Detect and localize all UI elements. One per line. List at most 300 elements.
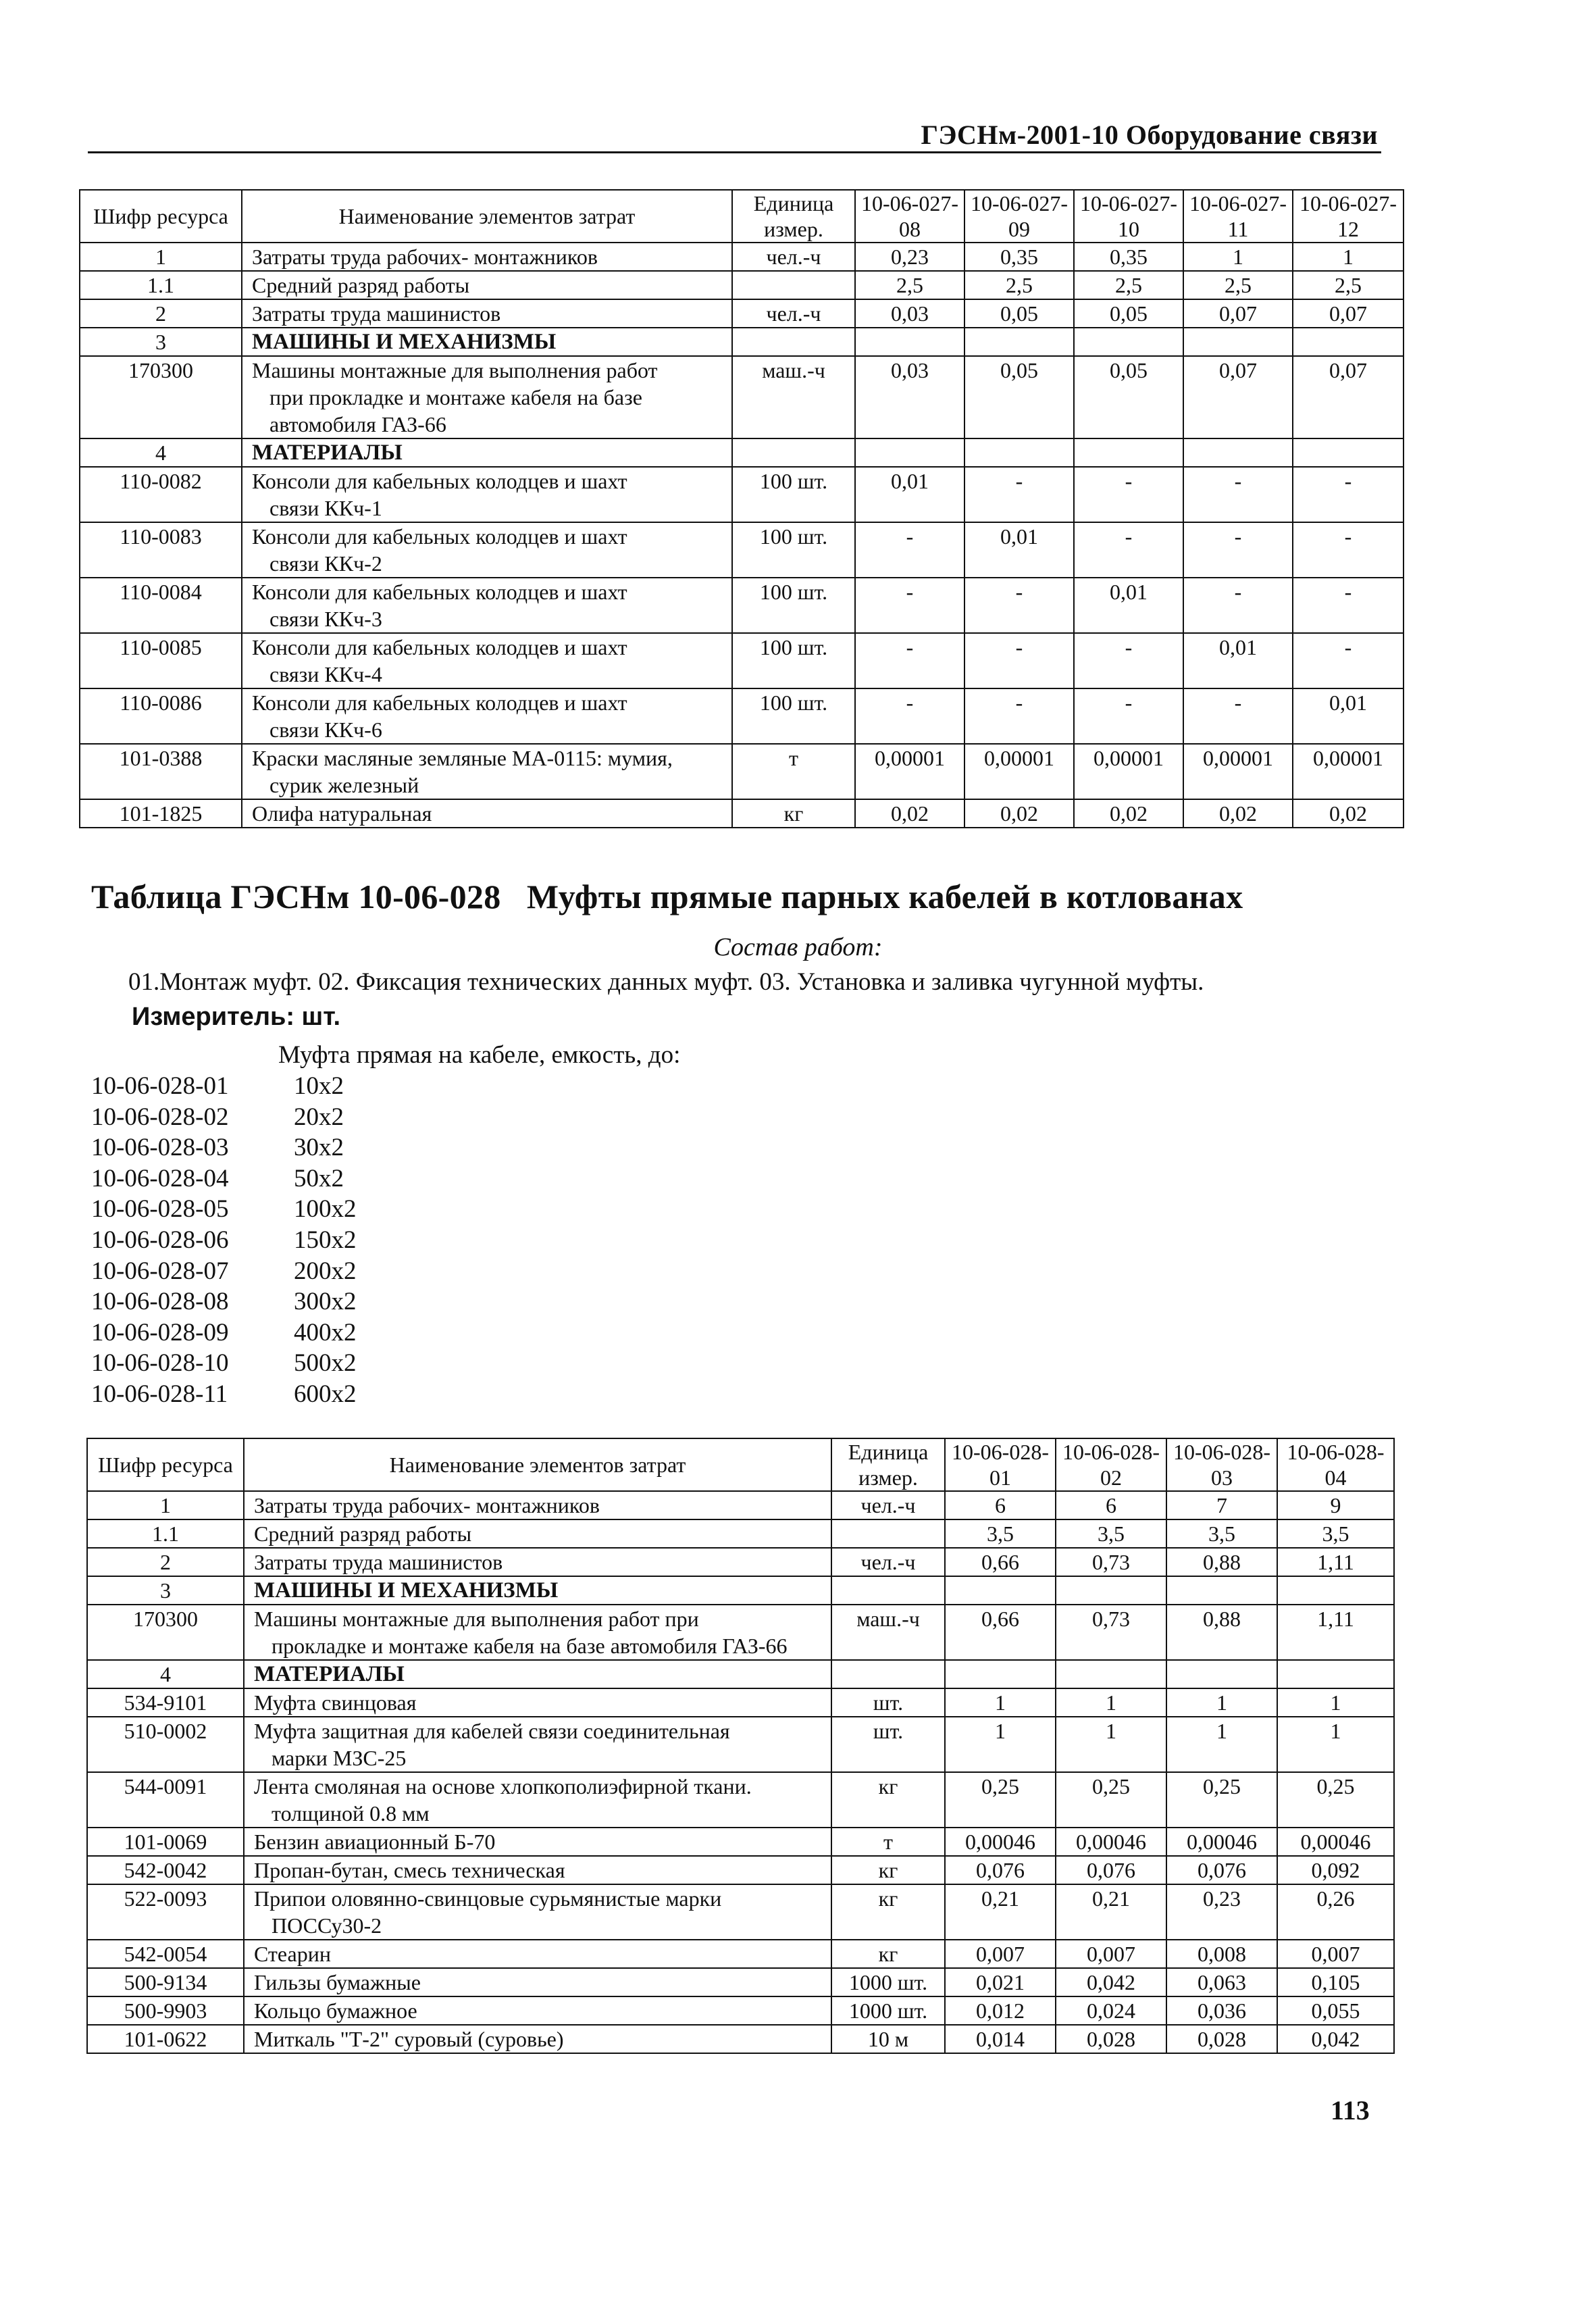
norm-value xyxy=(1183,328,1293,356)
norm-value: 0,07 xyxy=(1183,356,1293,438)
norm-value: 6 xyxy=(1056,1491,1166,1519)
resource-code: 522-0093 xyxy=(87,1884,244,1940)
norm-value: 0,03 xyxy=(855,299,964,328)
resource-unit xyxy=(732,328,855,356)
resource-name xyxy=(244,1660,831,1688)
variant-capacity: 300х2 xyxy=(294,1288,357,1316)
norm-value: - xyxy=(855,633,964,688)
norm-value xyxy=(964,438,1074,467)
variant-code: 10-06-028-05 xyxy=(91,1195,229,1224)
resource-name-text: Средний разряд работы xyxy=(254,1521,472,1546)
table-row xyxy=(87,1772,1394,1828)
norm-value: 3,5 xyxy=(1166,1519,1277,1548)
resource-name xyxy=(244,1605,831,1660)
resource-unit xyxy=(831,1576,945,1605)
resource-name-text: Машины монтажные для выполнения работ при xyxy=(254,1607,699,1631)
norm-value: 0,21 xyxy=(1056,1884,1166,1940)
norm-value: - xyxy=(1074,522,1183,578)
resource-name xyxy=(242,356,732,438)
norm-value: 3,5 xyxy=(1056,1519,1166,1548)
resource-name-text: Миткаль "Т-2" суровый (суровье) xyxy=(254,2027,564,2051)
norm-value: - xyxy=(964,633,1074,688)
norm-value: 0,021 xyxy=(945,1968,1056,1996)
resource-name-text: Консоли для кабельных колодцев и шахт xyxy=(252,580,627,604)
resource-name xyxy=(244,2025,831,2053)
variant-capacity: 20х2 xyxy=(294,1103,344,1131)
table-row xyxy=(80,688,1404,744)
norm-value xyxy=(1293,438,1404,467)
norm-value: 0,25 xyxy=(1277,1772,1394,1828)
norm-value: 0,00001 xyxy=(964,744,1074,799)
norm-value: 1 xyxy=(1056,1717,1166,1772)
norm-value: 0,007 xyxy=(1277,1940,1394,1968)
resource-unit: маш.-ч xyxy=(831,1605,945,1660)
norm-value: 9 xyxy=(1277,1491,1394,1519)
resource-code: 101-0069 xyxy=(87,1828,244,1856)
norm-value: 0,055 xyxy=(1277,1996,1394,2025)
resource-code: 1 xyxy=(80,243,242,271)
resource-name-text: Машины монтажные для выполнения работ xyxy=(252,358,658,382)
col-header-unit: Единица измер. xyxy=(732,190,855,243)
norm-value: - xyxy=(1074,688,1183,744)
col-header-unit: Единица измер. xyxy=(831,1438,945,1491)
table-row xyxy=(80,438,1404,467)
resource-code: 1.1 xyxy=(80,271,242,299)
norm-value xyxy=(1056,1660,1166,1688)
resource-unit: шт. xyxy=(831,1717,945,1772)
resource-name xyxy=(242,328,732,356)
norm-value: 2,5 xyxy=(1183,271,1293,299)
norm-value: 0,07 xyxy=(1293,356,1404,438)
resource-name-text: Средний разряд работы xyxy=(252,273,470,297)
norm-value: - xyxy=(855,688,964,744)
col-header-name: Наименование элементов затрат xyxy=(244,1438,831,1491)
resource-code: 110-0082 xyxy=(80,467,242,522)
norm-value: 0,05 xyxy=(964,299,1074,328)
norm-value: - xyxy=(964,467,1074,522)
norm-value: - xyxy=(1293,522,1404,578)
work-composition-label: Состав работ: xyxy=(713,933,883,961)
variant-capacity: 150х2 xyxy=(294,1226,357,1254)
resource-name-text: Пропан-бутан, смесь техническая xyxy=(254,1858,565,1882)
norm-value: 0,00001 xyxy=(1183,744,1293,799)
col-header-norm-code: 10-06-028-03 xyxy=(1166,1438,1277,1491)
resource-unit: 100 шт. xyxy=(732,578,855,633)
norm-value: 0,01 xyxy=(1293,688,1404,744)
resource-name-continuation: толщиной 0.8 мм xyxy=(272,1801,430,1826)
resource-name xyxy=(244,1772,831,1828)
norm-value: 1 xyxy=(945,1717,1056,1772)
norm-value xyxy=(1074,328,1183,356)
resource-code: 110-0084 xyxy=(80,578,242,633)
norm-value: 0,076 xyxy=(1166,1856,1277,1884)
resource-code: 2 xyxy=(80,299,242,328)
col-header-norm-code: 10-06-027-11 xyxy=(1183,190,1293,243)
table-row xyxy=(80,799,1404,828)
norm-value: 0,01 xyxy=(1074,578,1183,633)
resource-unit xyxy=(831,1660,945,1688)
norm-value: 0,73 xyxy=(1056,1548,1166,1576)
norm-value: 0,25 xyxy=(1056,1772,1166,1828)
norm-value: - xyxy=(1183,467,1293,522)
norm-value xyxy=(1183,438,1293,467)
norm-value: 0,07 xyxy=(1293,299,1404,328)
norm-value: - xyxy=(1183,578,1293,633)
resource-table-028 xyxy=(86,1438,1395,2054)
resource-name xyxy=(242,243,732,271)
norm-value: 0,35 xyxy=(964,243,1074,271)
resource-code: 542-0054 xyxy=(87,1940,244,1968)
resource-name-text: МАТЕРИАЛЫ xyxy=(254,1662,405,1686)
resource-name-text: Припои оловянно-свинцовые сурьмянистые марки xyxy=(254,1886,722,1911)
resource-name-continuation: связи ККч-4 xyxy=(269,662,382,686)
resource-code: 3 xyxy=(80,328,242,356)
table-row xyxy=(80,744,1404,799)
resource-name xyxy=(242,522,732,578)
table-row xyxy=(87,1968,1394,1996)
resource-unit: кг xyxy=(831,1940,945,1968)
norm-value: 0,21 xyxy=(945,1884,1056,1940)
resource-code: 110-0086 xyxy=(80,688,242,744)
resource-name-text: Лента смоляная на основе хлопкополиэфирной ткани. xyxy=(254,1774,752,1799)
norm-value: 0,00046 xyxy=(1166,1828,1277,1856)
resource-code: 2 xyxy=(87,1548,244,1576)
resource-code: 542-0042 xyxy=(87,1856,244,1884)
norm-value: 1 xyxy=(1183,243,1293,271)
resource-unit: шт. xyxy=(831,1688,945,1717)
table-row xyxy=(87,1996,1394,2025)
norm-value: 0,008 xyxy=(1166,1940,1277,1968)
resource-name-text: МАШИНЫ И МЕХАНИЗМЫ xyxy=(254,1578,559,1603)
resource-unit: кг xyxy=(831,1884,945,1940)
resource-unit xyxy=(732,271,855,299)
page-number: 113 xyxy=(1331,2095,1370,2126)
norm-value: 0,00046 xyxy=(945,1828,1056,1856)
norm-value: 0,02 xyxy=(964,799,1074,828)
norm-value: - xyxy=(964,578,1074,633)
resource-unit: кг xyxy=(831,1772,945,1828)
resource-code: 110-0085 xyxy=(80,633,242,688)
resource-code: 1 xyxy=(87,1491,244,1519)
table-row xyxy=(87,1491,1394,1519)
norm-value: 3,5 xyxy=(1277,1519,1394,1548)
col-header-norm-code: 10-06-028-04 xyxy=(1277,1438,1394,1491)
table-row xyxy=(80,243,1404,271)
variants-caption: Муфта прямая на кабеле, емкость, до: xyxy=(278,1041,681,1069)
resource-name-text: Затраты труда рабочих- монтажников xyxy=(252,245,598,269)
table-row xyxy=(80,633,1404,688)
table-row xyxy=(87,1605,1394,1660)
resource-name xyxy=(244,1491,831,1519)
norm-value: 0,02 xyxy=(855,799,964,828)
resource-code: 500-9903 xyxy=(87,1996,244,2025)
resource-name xyxy=(242,688,732,744)
col-header-norm-code: 10-06-027-08 xyxy=(855,190,964,243)
norm-value xyxy=(1293,328,1404,356)
norm-value: 0,26 xyxy=(1277,1884,1394,1940)
norm-value: 0,00001 xyxy=(1074,744,1183,799)
norm-value xyxy=(855,328,964,356)
variant-capacity: 30х2 xyxy=(294,1134,344,1162)
resource-unit: 1000 шт. xyxy=(831,1996,945,2025)
variant-code: 10-06-028-11 xyxy=(91,1380,228,1408)
resource-name-text: Консоли для кабельных колодцев и шахт xyxy=(252,635,627,659)
resource-unit: 100 шт. xyxy=(732,633,855,688)
norm-value: 1,11 xyxy=(1277,1548,1394,1576)
norm-value: 1 xyxy=(1056,1688,1166,1717)
table-row xyxy=(87,1940,1394,1968)
table-header-row xyxy=(80,190,1404,243)
resource-unit: кг xyxy=(831,1856,945,1884)
resource-name xyxy=(244,1884,831,1940)
resource-name-text: МАТЕРИАЛЫ xyxy=(252,441,403,465)
running-header-title: ГЭСНм-2001-10 Оборудование связи xyxy=(921,120,1378,150)
norm-value: 0,23 xyxy=(1166,1884,1277,1940)
norm-value: - xyxy=(1293,578,1404,633)
norm-value: 1 xyxy=(1277,1688,1394,1717)
variant-code: 10-06-028-07 xyxy=(91,1257,229,1285)
resource-name-continuation: связи ККч-2 xyxy=(269,551,382,576)
resource-unit: т xyxy=(831,1828,945,1856)
resource-code: 101-1825 xyxy=(80,799,242,828)
norm-value: 2,5 xyxy=(1074,271,1183,299)
resource-name-text: Затраты труда рабочих- монтажников xyxy=(254,1493,600,1517)
norm-value: 6 xyxy=(945,1491,1056,1519)
norm-value: 0,01 xyxy=(1183,633,1293,688)
resource-name-text: Затраты труда машинистов xyxy=(252,301,501,326)
resource-name xyxy=(244,1576,831,1605)
norm-value: 0,00001 xyxy=(855,744,964,799)
resource-name xyxy=(244,1828,831,1856)
col-header-norm-code: 10-06-028-02 xyxy=(1056,1438,1166,1491)
col-header-norm-code: 10-06-027-12 xyxy=(1293,190,1404,243)
table-row xyxy=(80,522,1404,578)
norm-value xyxy=(1056,1576,1166,1605)
resource-code: 101-0388 xyxy=(80,744,242,799)
norm-value: 0,05 xyxy=(964,356,1074,438)
norm-value: 0,028 xyxy=(1166,2025,1277,2053)
norm-value: 0,01 xyxy=(855,467,964,522)
resource-name-text: Бензин авиационный Б-70 xyxy=(254,1830,496,1854)
variant-capacity: 200х2 xyxy=(294,1257,357,1285)
resource-name xyxy=(244,1940,831,1968)
norm-value: 0,105 xyxy=(1277,1968,1394,1996)
norm-value: 0,014 xyxy=(945,2025,1056,2053)
resource-unit xyxy=(732,438,855,467)
norm-value: 0,063 xyxy=(1166,1968,1277,1996)
resource-name-text: Затраты труда машинистов xyxy=(254,1550,503,1574)
resource-name-continuation: при прокладке и монтаже кабеля на базе автомобиля ГАЗ-66 xyxy=(269,385,642,436)
norm-value: 3,5 xyxy=(945,1519,1056,1548)
resource-unit: маш.-ч xyxy=(732,356,855,438)
resource-name xyxy=(244,1856,831,1884)
table-row xyxy=(87,1828,1394,1856)
norm-value xyxy=(1166,1660,1277,1688)
resource-unit: 1000 шт. xyxy=(831,1968,945,1996)
variant-code: 10-06-028-04 xyxy=(91,1164,229,1192)
variant-code: 10-06-028-01 xyxy=(91,1072,229,1100)
resource-table-027 xyxy=(79,189,1404,828)
resource-name-text: Консоли для кабельных колодцев и шахт xyxy=(252,469,627,493)
measure-unit: Измеритель: шт. xyxy=(132,1003,341,1031)
norm-value: 0,25 xyxy=(1166,1772,1277,1828)
resource-unit: 100 шт. xyxy=(732,522,855,578)
col-header-norm-code: 10-06-027-09 xyxy=(964,190,1074,243)
table-row xyxy=(87,1688,1394,1717)
resource-name xyxy=(244,1968,831,1996)
table-row xyxy=(87,1548,1394,1576)
norm-value: 0,024 xyxy=(1056,1996,1166,2025)
table-row xyxy=(80,328,1404,356)
norm-value xyxy=(964,328,1074,356)
resource-code: 500-9134 xyxy=(87,1968,244,1996)
variant-capacity: 400х2 xyxy=(294,1318,357,1347)
norm-value: 0,05 xyxy=(1074,356,1183,438)
norm-value: 0,05 xyxy=(1074,299,1183,328)
table-row xyxy=(80,271,1404,299)
norm-value: 0,028 xyxy=(1056,2025,1166,2053)
variant-code: 10-06-028-02 xyxy=(91,1103,229,1131)
resource-unit: 10 м xyxy=(831,2025,945,2053)
norm-value: 0,66 xyxy=(945,1548,1056,1576)
resource-unit: кг xyxy=(732,799,855,828)
table-row xyxy=(80,578,1404,633)
resource-code: 4 xyxy=(80,438,242,467)
resource-name xyxy=(244,1688,831,1717)
norm-value: - xyxy=(1293,633,1404,688)
resource-name xyxy=(242,438,732,467)
variant-code: 10-06-028-09 xyxy=(91,1318,229,1347)
table-header-row xyxy=(87,1438,1394,1491)
resource-code: 534-9101 xyxy=(87,1688,244,1717)
norm-value: - xyxy=(964,688,1074,744)
resource-name-continuation: ПОССу30-2 xyxy=(272,1913,382,1938)
norm-value xyxy=(1277,1660,1394,1688)
norm-value: 2,5 xyxy=(1293,271,1404,299)
resource-name xyxy=(242,271,732,299)
resource-code: 110-0083 xyxy=(80,522,242,578)
resource-name-text: Муфта защитная для кабелей связи соединительная xyxy=(254,1719,730,1743)
resource-code: 510-0002 xyxy=(87,1717,244,1772)
norm-value: 0,88 xyxy=(1166,1548,1277,1576)
variant-code: 10-06-028-03 xyxy=(91,1134,229,1162)
variant-capacity: 100х2 xyxy=(294,1195,357,1224)
table-row xyxy=(80,356,1404,438)
resource-name-continuation: марки МЗС-25 xyxy=(272,1746,407,1770)
resource-code: 4 xyxy=(87,1660,244,1688)
norm-value: 1,11 xyxy=(1277,1605,1394,1660)
norm-value: 0,07 xyxy=(1183,299,1293,328)
norm-value: 0,73 xyxy=(1056,1605,1166,1660)
norm-value: - xyxy=(855,578,964,633)
resource-name xyxy=(242,299,732,328)
norm-value: 0,35 xyxy=(1074,243,1183,271)
norm-value: 0,02 xyxy=(1183,799,1293,828)
norm-value xyxy=(855,438,964,467)
norm-value xyxy=(1166,1576,1277,1605)
col-header-code: Шифр ресурса xyxy=(87,1438,244,1491)
norm-value: 0,02 xyxy=(1293,799,1404,828)
norm-value: 0,036 xyxy=(1166,1996,1277,2025)
table-title: Таблица ГЭСНм 10-06-028 Муфты прямые парных кабелей в котлованах xyxy=(91,878,1243,915)
table-row xyxy=(87,1856,1394,1884)
resource-unit xyxy=(831,1519,945,1548)
resource-name xyxy=(242,578,732,633)
norm-value: 0,25 xyxy=(945,1772,1056,1828)
norm-value xyxy=(1074,438,1183,467)
resource-name-text: Консоли для кабельных колодцев и шахт xyxy=(252,690,627,715)
norm-value: 0,076 xyxy=(945,1856,1056,1884)
norm-value: 0,007 xyxy=(1056,1940,1166,1968)
table-row xyxy=(87,1884,1394,1940)
resource-name-text: Гильзы бумажные xyxy=(254,1970,421,1994)
norm-value: - xyxy=(1074,467,1183,522)
norm-value: 0,076 xyxy=(1056,1856,1166,1884)
resource-name-text: Муфта свинцовая xyxy=(254,1690,417,1715)
norm-value: 0,01 xyxy=(964,522,1074,578)
norm-value: - xyxy=(855,522,964,578)
table-row xyxy=(87,1519,1394,1548)
resource-unit: 100 шт. xyxy=(732,467,855,522)
resource-code: 3 xyxy=(87,1576,244,1605)
resource-unit: т xyxy=(732,744,855,799)
resource-name-text: Краски масляные земляные МА-0115: мумия, xyxy=(252,746,673,770)
variant-code: 10-06-028-08 xyxy=(91,1288,229,1316)
variant-code: 10-06-028-10 xyxy=(91,1349,229,1378)
norm-value: 0,007 xyxy=(945,1940,1056,1968)
resource-name-continuation: прокладке и монтаже кабеля на базе автомобиля ГАЗ-66 xyxy=(272,1634,788,1658)
resource-name-text: Стеарин xyxy=(254,1942,331,1966)
resource-code: 544-0091 xyxy=(87,1772,244,1828)
norm-value: 0,00046 xyxy=(1277,1828,1394,1856)
norm-value: 0,042 xyxy=(1056,1968,1166,1996)
variant-capacity: 600х2 xyxy=(294,1380,357,1408)
table-row xyxy=(87,1660,1394,1688)
resource-unit: чел.-ч xyxy=(732,299,855,328)
norm-value: 0,00001 xyxy=(1293,744,1404,799)
resource-code: 170300 xyxy=(87,1605,244,1660)
resource-code: 101-0622 xyxy=(87,2025,244,2053)
resource-name xyxy=(242,633,732,688)
work-composition-text: 01.Монтаж муфт. 02. Фиксация технических данных муфт. 03. Установка и заливка чугунной муфты. xyxy=(128,968,1204,996)
variant-capacity: 10х2 xyxy=(294,1072,344,1100)
norm-value: 0,00046 xyxy=(1056,1828,1166,1856)
resource-name xyxy=(244,1548,831,1576)
resource-unit: чел.-ч xyxy=(831,1491,945,1519)
norm-value xyxy=(945,1576,1056,1605)
norm-value: 0,66 xyxy=(945,1605,1056,1660)
table-row xyxy=(87,1717,1394,1772)
resource-unit: чел.-ч xyxy=(732,243,855,271)
resource-name xyxy=(242,799,732,828)
resource-unit: чел.-ч xyxy=(831,1548,945,1576)
norm-value: 0,092 xyxy=(1277,1856,1394,1884)
resource-name-text: МАШИНЫ И МЕХАНИЗМЫ xyxy=(252,330,557,354)
resource-unit: 100 шт. xyxy=(732,688,855,744)
norm-value: 1 xyxy=(1166,1717,1277,1772)
col-header-norm-code: 10-06-027-10 xyxy=(1074,190,1183,243)
norm-value: 7 xyxy=(1166,1491,1277,1519)
norm-value xyxy=(945,1660,1056,1688)
norm-value: 2,5 xyxy=(964,271,1074,299)
norm-value: 0,02 xyxy=(1074,799,1183,828)
resource-name-continuation: связи ККч-1 xyxy=(269,496,382,520)
resource-code: 1.1 xyxy=(87,1519,244,1548)
resource-name-continuation: связи ККч-6 xyxy=(269,718,382,742)
variant-capacity: 50х2 xyxy=(294,1164,344,1192)
norm-value: 0,042 xyxy=(1277,2025,1394,2053)
resource-name xyxy=(244,1717,831,1772)
